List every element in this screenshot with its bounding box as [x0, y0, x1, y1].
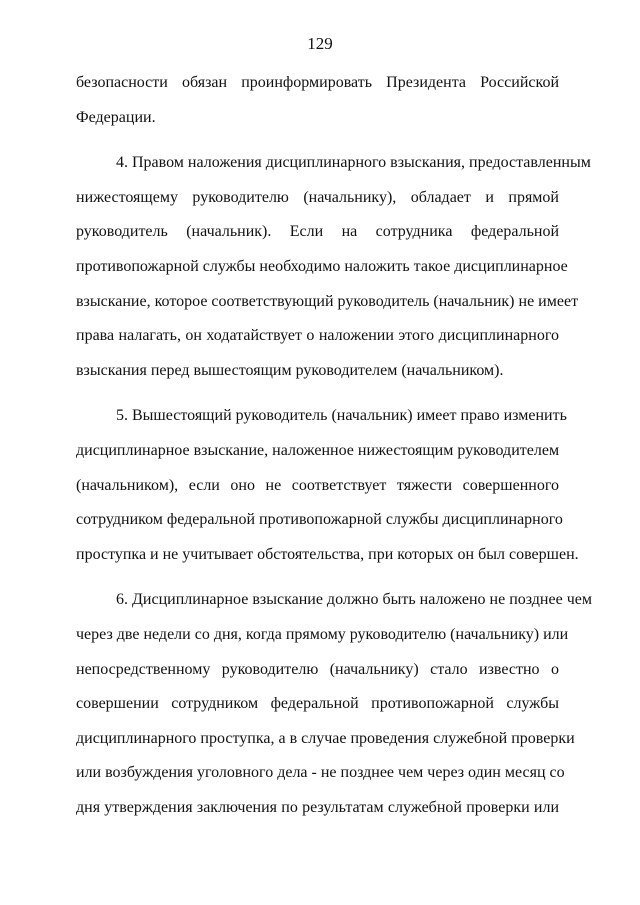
- text-line: (начальником), если оно не соответствует тяжести совершенного: [76, 476, 559, 494]
- paragraph-gap: [76, 572, 559, 583]
- text-line: проступка и не учитывает обстоятельства, при которых он был совершен.: [76, 545, 579, 563]
- paragraph-p4: [76, 146, 591, 388]
- text-line: сотрудником федеральной противопожарной службы дисциплинарного: [76, 511, 563, 529]
- text-line: дисциплинарное взыскание, наложенное нижестоящим руководителем: [76, 441, 560, 459]
- text-line: дисциплинарного проступка, а в случае проведения служебной проверки: [76, 729, 575, 747]
- text-line: права налагать, он ходатайствует о наложении этого дисциплинарного: [76, 327, 559, 345]
- text-line: дня утверждения заключения по результатам служебной проверки или: [76, 798, 559, 816]
- text-line: нижестоящему руководителю (начальнику), обладает и прямой: [76, 188, 559, 206]
- text-line: 6. Дисциплинарное взыскание должно быть наложено не позднее чем: [116, 591, 592, 609]
- text-line: противопожарной службы необходимо наложить такое дисциплинарное: [76, 257, 568, 275]
- text-line: через две недели со дня, когда прямому руководителю (начальнику) или: [76, 625, 569, 643]
- paragraph-gap: [76, 388, 559, 399]
- paragraph-cont: [76, 66, 559, 135]
- text-line: руководитель (начальник). Если на сотрудника федеральной: [76, 223, 559, 241]
- text-line: 5. Вышестоящий руководитель (начальник) имеет право изменить: [116, 407, 567, 425]
- paragraph-p6: [76, 583, 592, 825]
- page-number: 129: [307, 34, 333, 53]
- document-body: [76, 66, 592, 825]
- paragraph-gap: [76, 135, 559, 146]
- text-line: безопасности обязан проинформировать Президента Российской: [76, 74, 559, 91]
- text-line: взыскание, которое соответствующий руководитель (начальник) не имеет: [76, 292, 579, 310]
- text-line: Федерации.: [76, 108, 156, 126]
- paragraph-p5: [76, 399, 579, 572]
- text-line: непосредственному руководителю (начальнику) стало известно о: [76, 660, 559, 678]
- text-line: 4. Правом наложения дисциплинарного взыскания, предоставленным: [116, 154, 591, 172]
- text-line: взыскания перед вышестоящим руководителем (начальником).: [76, 361, 504, 379]
- text-line: или возбуждения уголовного дела - не позднее чем через один месяц со: [76, 764, 565, 782]
- text-line: совершении сотрудником федеральной противопожарной службы: [76, 695, 559, 713]
